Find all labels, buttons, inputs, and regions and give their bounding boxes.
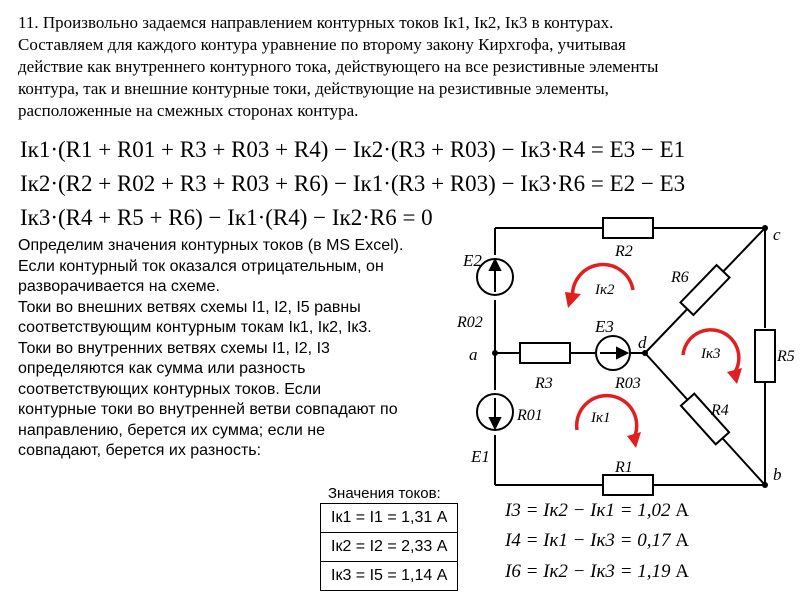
source-e2	[477, 259, 513, 295]
intro-line: 11. Произвольно задаемся направлением контурных токов Iк1, Iк2, Iк3 в контурах.	[18, 13, 614, 32]
label-e3: E3	[595, 317, 614, 336]
intro-line: действие как внутреннего контурного тока, действующего на все резистивные элементы	[18, 57, 659, 76]
label-node-d: d	[638, 333, 647, 352]
table-row	[321, 562, 458, 591]
label-ik3: Iк3	[701, 346, 721, 362]
resistor-r2	[603, 218, 653, 238]
node-b-dot	[762, 482, 768, 488]
note-line: Токи во внутренних ветвях схемы I1, I2, I3	[18, 339, 330, 357]
calc-unit: А	[675, 500, 689, 521]
calc-i6	[505, 561, 689, 583]
note-line: определяются как сумма или разность	[18, 360, 306, 377]
calc-expression: I4 = Iк1 − Iк3 = 0,17	[505, 530, 671, 551]
table-row	[321, 504, 458, 533]
calc-unit: А	[675, 561, 689, 582]
source-e1	[477, 394, 513, 430]
table-cell: Iк1 = I1 = 1,31 А	[321, 504, 458, 533]
explanation-text	[18, 236, 458, 462]
circuit-diagram	[455, 210, 795, 500]
label-r03: R03	[615, 375, 641, 392]
note-line: направлению, берется их сумма; если не	[18, 421, 325, 439]
results-caption: Значения токов:	[328, 485, 441, 502]
note-line: соответствующих контурных токов. Если	[18, 380, 322, 398]
calc-i3	[505, 500, 689, 522]
intro-line: Составляем для каждого контура уравнение по второму закону Кирхгофа, учитывая	[18, 35, 626, 54]
label-r4: R4	[711, 402, 729, 419]
label-e1: E1	[471, 447, 490, 466]
label-r6: R6	[671, 269, 689, 286]
note-line: Определим значения контурных токов (в MS Excel).	[18, 237, 404, 254]
label-node-a: a	[469, 345, 478, 364]
source-e3	[596, 336, 630, 370]
note-line: совпадают, берется их разность:	[18, 442, 262, 459]
label-r5: R5	[777, 348, 795, 365]
note-line: разворачивается на схеме.	[18, 278, 220, 295]
intro-text	[18, 12, 778, 122]
label-e2: E2	[463, 251, 482, 270]
calc-i4	[505, 530, 689, 552]
table-row	[321, 533, 458, 562]
equation-loop-1: Iк1·(R1 + R01 + R3 + R03 + R4) − Iк2·(R3 + R03) − Iк3·R4 = E3 − E1	[20, 137, 686, 162]
arrowhead-ik3	[727, 368, 742, 384]
note-line: Если контурный ток оказался отрицательным, он	[18, 257, 384, 275]
intro-line: контура, так и внешние контурные токи, действующие на резистивные элементы,	[18, 79, 609, 98]
note-line: соответствующим контурным токам Iк1, Iк2, Iк3.	[18, 319, 372, 336]
results-table	[320, 503, 458, 591]
label-r3: R3	[535, 375, 553, 392]
label-r02: R02	[457, 314, 483, 331]
resistor-r3	[520, 343, 570, 363]
intro-line: расположенные на смежных сторонах контура.	[18, 101, 359, 120]
equation-loop-2: Iк2·(R2 + R02 + R3 + R03 + R6) − Iк1·(R3 + R03) − Iк3·R6 = E2 − E3	[20, 171, 686, 196]
label-ik1: Iк1	[591, 410, 611, 426]
label-r1: R1	[615, 459, 633, 476]
arrowhead-ik2	[565, 292, 581, 308]
note-line: Токи во внешних ветвях схемы I1, I2, I5 равны	[18, 298, 361, 316]
calc-expression: I3 = Iк2 − Iк1 = 1,02	[505, 500, 671, 521]
label-node-c: c	[773, 225, 781, 244]
table-cell: Iк3 = I5 = 1,14 А	[321, 562, 458, 591]
label-node-b: b	[773, 465, 782, 484]
resistor-r1	[603, 475, 653, 495]
calc-unit: А	[675, 530, 689, 551]
note-line: контурные токи во внутренней ветви совпадают по	[18, 401, 398, 418]
label-r2: R2	[615, 243, 633, 260]
label-ik2: Iк2	[595, 282, 615, 298]
resistor-r5	[755, 330, 775, 382]
table-cell: Iк2 = I2 = 2,33 А	[321, 533, 458, 562]
node-c-dot	[762, 225, 768, 231]
equation-loop-3: Iк3·(R4 + R5 + R6) − Iк1·(R4) − Iк2·R6 = 0	[20, 205, 433, 230]
calc-expression: I6 = Iк2 − Iк3 = 1,19	[505, 561, 671, 582]
node-a-dot	[492, 350, 498, 356]
arrowhead-ik1	[627, 432, 641, 448]
label-r01: R01	[517, 407, 543, 424]
